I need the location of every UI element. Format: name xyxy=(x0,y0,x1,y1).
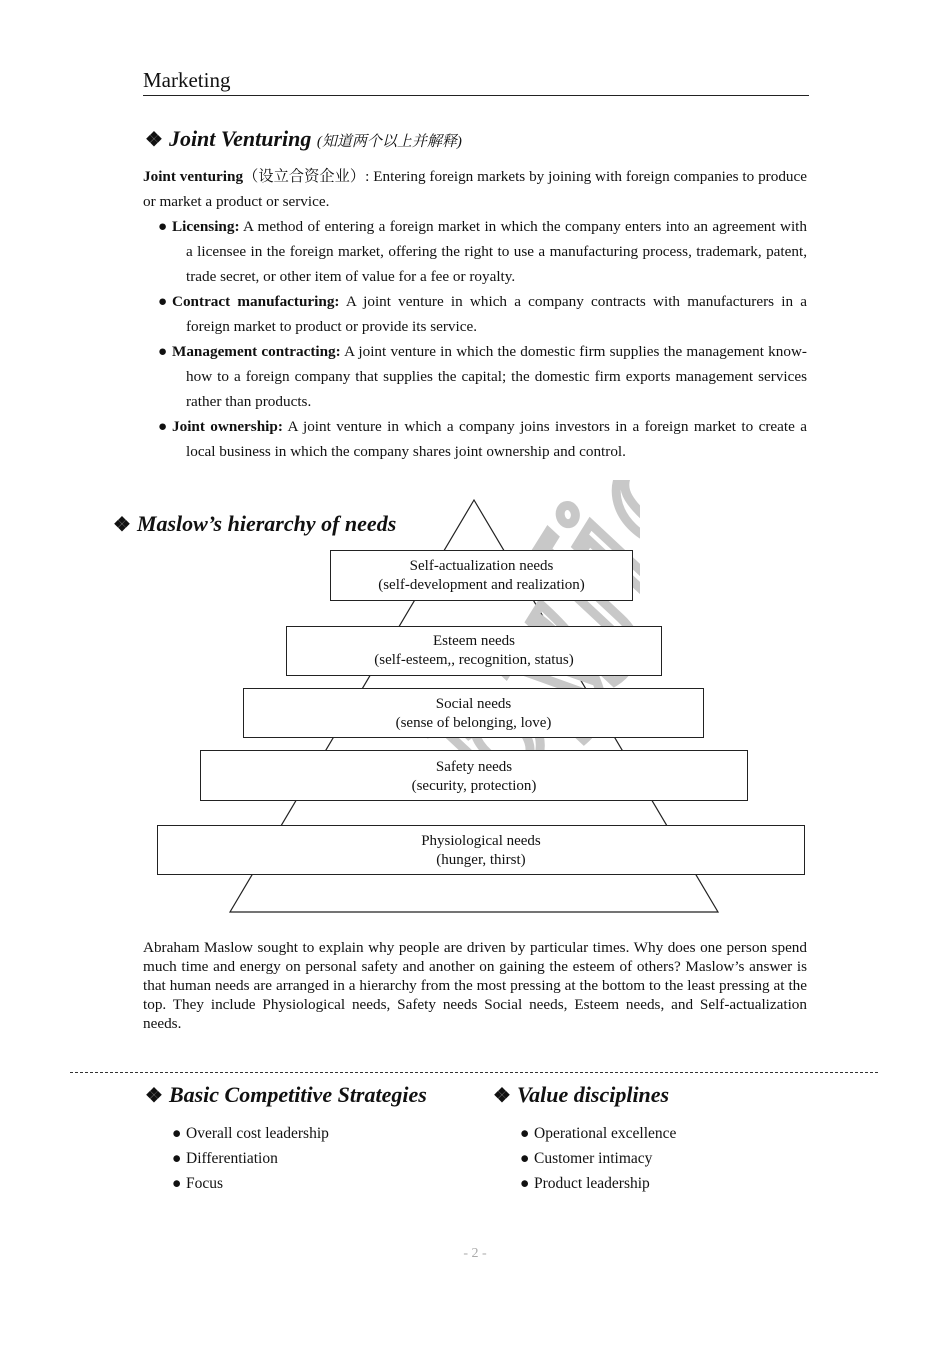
joint-venturing-note: (知道两个以上并解释) xyxy=(316,134,462,150)
bullet-dot-icon: ● xyxy=(158,418,168,435)
item-text: Focus xyxy=(186,1175,224,1192)
diamond-bullet-icon: ❖ xyxy=(145,1085,163,1107)
diamond-bullet-icon: ❖ xyxy=(493,1085,511,1107)
list-item xyxy=(172,1146,329,1171)
bullet-dot-icon: ● xyxy=(158,218,168,235)
level-name: Social needs xyxy=(435,696,512,712)
diamond-bullet-icon: ❖ xyxy=(145,129,163,151)
level-detail: (self-esteem,, recognition, status) xyxy=(374,652,574,668)
intro-term: Joint venturing xyxy=(143,168,244,185)
item-text: Customer intimacy xyxy=(534,1150,653,1167)
bullet-dot-icon: ● xyxy=(520,1150,530,1167)
pyramid-level-esteem xyxy=(286,626,662,676)
level-detail: (self-development and realization) xyxy=(378,577,585,593)
bullet-dot-icon: ● xyxy=(158,343,168,360)
competitive-title: Basic Competitive Strategies xyxy=(168,1082,427,1107)
level-name: Self-actualization needs xyxy=(409,558,554,574)
level-name: Safety needs xyxy=(435,759,513,775)
level-detail: (sense of belonging, love) xyxy=(395,715,552,731)
level-detail: (security, protection) xyxy=(411,778,537,794)
item-text: A joint venture in which a company contracts with manufacturers in a foreign market to product or provide its service. xyxy=(186,293,807,335)
level-name: Esteem needs xyxy=(432,633,516,649)
list-item xyxy=(172,1171,329,1196)
pyramid-level-safety xyxy=(200,750,748,801)
list-item xyxy=(520,1146,676,1171)
pyramid-level-self-actualization xyxy=(330,550,633,601)
page-header-title: Marketing xyxy=(143,68,231,92)
bullet-dot-icon: ● xyxy=(520,1175,530,1192)
level-detail: (hunger, thirst) xyxy=(436,852,526,868)
value-disciplines-heading xyxy=(493,1082,669,1108)
item-text: A joint venture in which a company joins investors in a foreign market to create a local business in which the company shares joint ownership and control. xyxy=(186,418,807,460)
intro-text: : Entering foreign markets by joining with foreign companies to produce or market a product or service. xyxy=(143,168,808,210)
intro-cn: （设立合资企业） xyxy=(243,168,366,185)
list-item xyxy=(520,1121,676,1146)
item-text: Operational excellence xyxy=(534,1125,677,1142)
section-divider xyxy=(70,1072,878,1073)
pyramid-level-social xyxy=(243,688,704,738)
bullet-dot-icon: ● xyxy=(172,1175,182,1192)
level-name: Physiological needs xyxy=(421,833,541,849)
bullet-dot-icon: ● xyxy=(158,293,168,310)
competitive-list xyxy=(172,1121,329,1196)
item-term: Joint ownership: xyxy=(172,418,283,435)
item-term: Management contracting: xyxy=(172,343,341,360)
pyramid-level-physiological xyxy=(157,825,805,875)
item-text: A method of entering a foreign market in which the company enters into an agreement with a licensee in the foreign market, offering the right to use a manufacturing process, trademark, patent, trade secret, or other item of value for a fee or royalty. xyxy=(186,218,807,285)
item-text: Overall cost leadership xyxy=(186,1125,329,1142)
list-item xyxy=(172,1121,329,1146)
list-item xyxy=(520,1171,676,1196)
item-text: A joint venture in which the domestic firm supplies the management know-how to a foreign company that supplies the capital; the domestic firm exports management services rather than products. xyxy=(186,343,807,410)
bullet-dot-icon: ● xyxy=(520,1125,530,1142)
maslow-description: Abraham Maslow sought to explain why people are driven by particular times. Why does one person spend much time and energy on personal safety and another on gaining the esteem of others? Maslow’s answer is that human needs are arranged in a hierarchy from the most pressing at the bottom to the least pressing at the top. They include Physiological needs, Safety needs Social needs, Esteem needs, and Self-actualization needs. xyxy=(143,939,807,1032)
value-disciplines-title: Value disciplines xyxy=(516,1082,670,1107)
maslow-title: Maslow’s hierarchy of needs xyxy=(136,511,397,536)
item-text: Product leadership xyxy=(534,1175,650,1192)
competitive-heading xyxy=(145,1082,427,1108)
diamond-bullet-icon: ❖ xyxy=(113,514,131,536)
page-number: - 2 - xyxy=(463,1246,487,1261)
bullet-dot-icon: ● xyxy=(172,1150,182,1167)
item-term: Contract manufacturing: xyxy=(172,293,340,310)
joint-venturing-title: Joint Venturing xyxy=(168,126,312,151)
item-text: Differentiation xyxy=(186,1150,278,1167)
value-disciplines-list xyxy=(520,1121,676,1196)
item-term: Licensing: xyxy=(172,218,240,235)
bullet-dot-icon: ● xyxy=(172,1125,182,1142)
